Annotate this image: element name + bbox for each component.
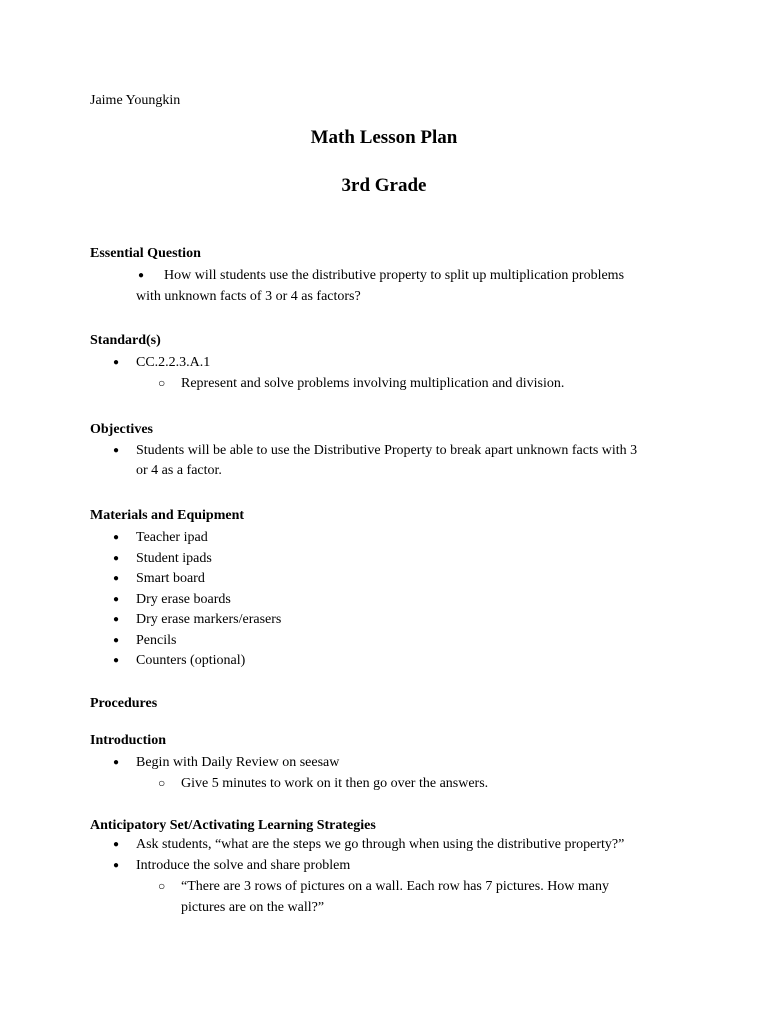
objective-text-cont: or 4 as a factor. — [136, 463, 222, 478]
bullet-icon: ● — [113, 860, 120, 871]
bullet-icon: ● — [113, 445, 120, 456]
anticipatory-subitem: “There are 3 rows of pictures on a wall. Each row has 7 pictures. How many — [181, 879, 610, 894]
bullet-icon: ● — [113, 614, 120, 625]
bullet-icon: ● — [113, 553, 120, 564]
essential-question-text: How will students use the distributive property to split up multiplication problems — [164, 268, 625, 283]
introduction-heading: Introduction — [90, 733, 166, 748]
standard-code: CC.2.2.3.A.1 — [136, 355, 211, 370]
anticipatory-item: Introduce the solve and share problem — [136, 858, 351, 873]
standard-description: Represent and solve problems involving multiplication and division. — [181, 376, 565, 391]
bullet-icon: ● — [113, 594, 120, 605]
procedures-heading: Procedures — [90, 696, 158, 711]
bullet-icon: ● — [113, 655, 120, 666]
introduction-subitem: Give 5 minutes to work on it then go over the answers. — [181, 776, 489, 791]
bullet-icon: ● — [113, 635, 120, 646]
standards-heading: Standard(s) — [90, 333, 161, 348]
hollow-bullet-icon: ○ — [158, 376, 166, 390]
objective-text: Students will be able to use the Distributive Property to break apart unknown facts with 3 — [136, 443, 638, 458]
anticipatory-subitem-cont: pictures are on the wall?” — [181, 900, 325, 915]
anticipatory-heading: Anticipatory Set/Activating Learning Strategies — [90, 818, 376, 833]
materials-item: Student ipads — [136, 551, 212, 566]
grade-heading: 3rd Grade — [341, 175, 427, 196]
bullet-icon: ● — [113, 573, 120, 584]
bullet-icon: ● — [113, 839, 120, 850]
materials-item: Dry erase boards — [136, 592, 231, 607]
document-title: Math Lesson Plan — [310, 127, 458, 148]
hollow-bullet-icon: ○ — [158, 879, 166, 893]
bullet-icon: ● — [138, 270, 145, 281]
materials-item: Pencils — [136, 633, 177, 648]
essential-question-heading: Essential Question — [90, 246, 201, 261]
essential-question-text-cont: with unknown facts of 3 or 4 as factors? — [136, 289, 361, 304]
materials-item: Teacher ipad — [136, 530, 208, 545]
anticipatory-item: Ask students, “what are the steps we go through when using the distributive property?” — [136, 837, 625, 852]
introduction-item: Begin with Daily Review on seesaw — [136, 755, 340, 770]
materials-item: Smart board — [136, 571, 205, 586]
objectives-heading: Objectives — [90, 422, 153, 437]
bullet-icon: ● — [113, 357, 120, 368]
bullet-icon: ● — [113, 532, 120, 543]
bullet-icon: ● — [113, 757, 120, 768]
materials-item: Counters (optional) — [136, 653, 246, 668]
author-name: Jaime Youngkin — [90, 93, 181, 108]
materials-heading: Materials and Equipment — [90, 508, 245, 523]
hollow-bullet-icon: ○ — [158, 776, 166, 790]
materials-item: Dry erase markers/erasers — [136, 612, 282, 627]
